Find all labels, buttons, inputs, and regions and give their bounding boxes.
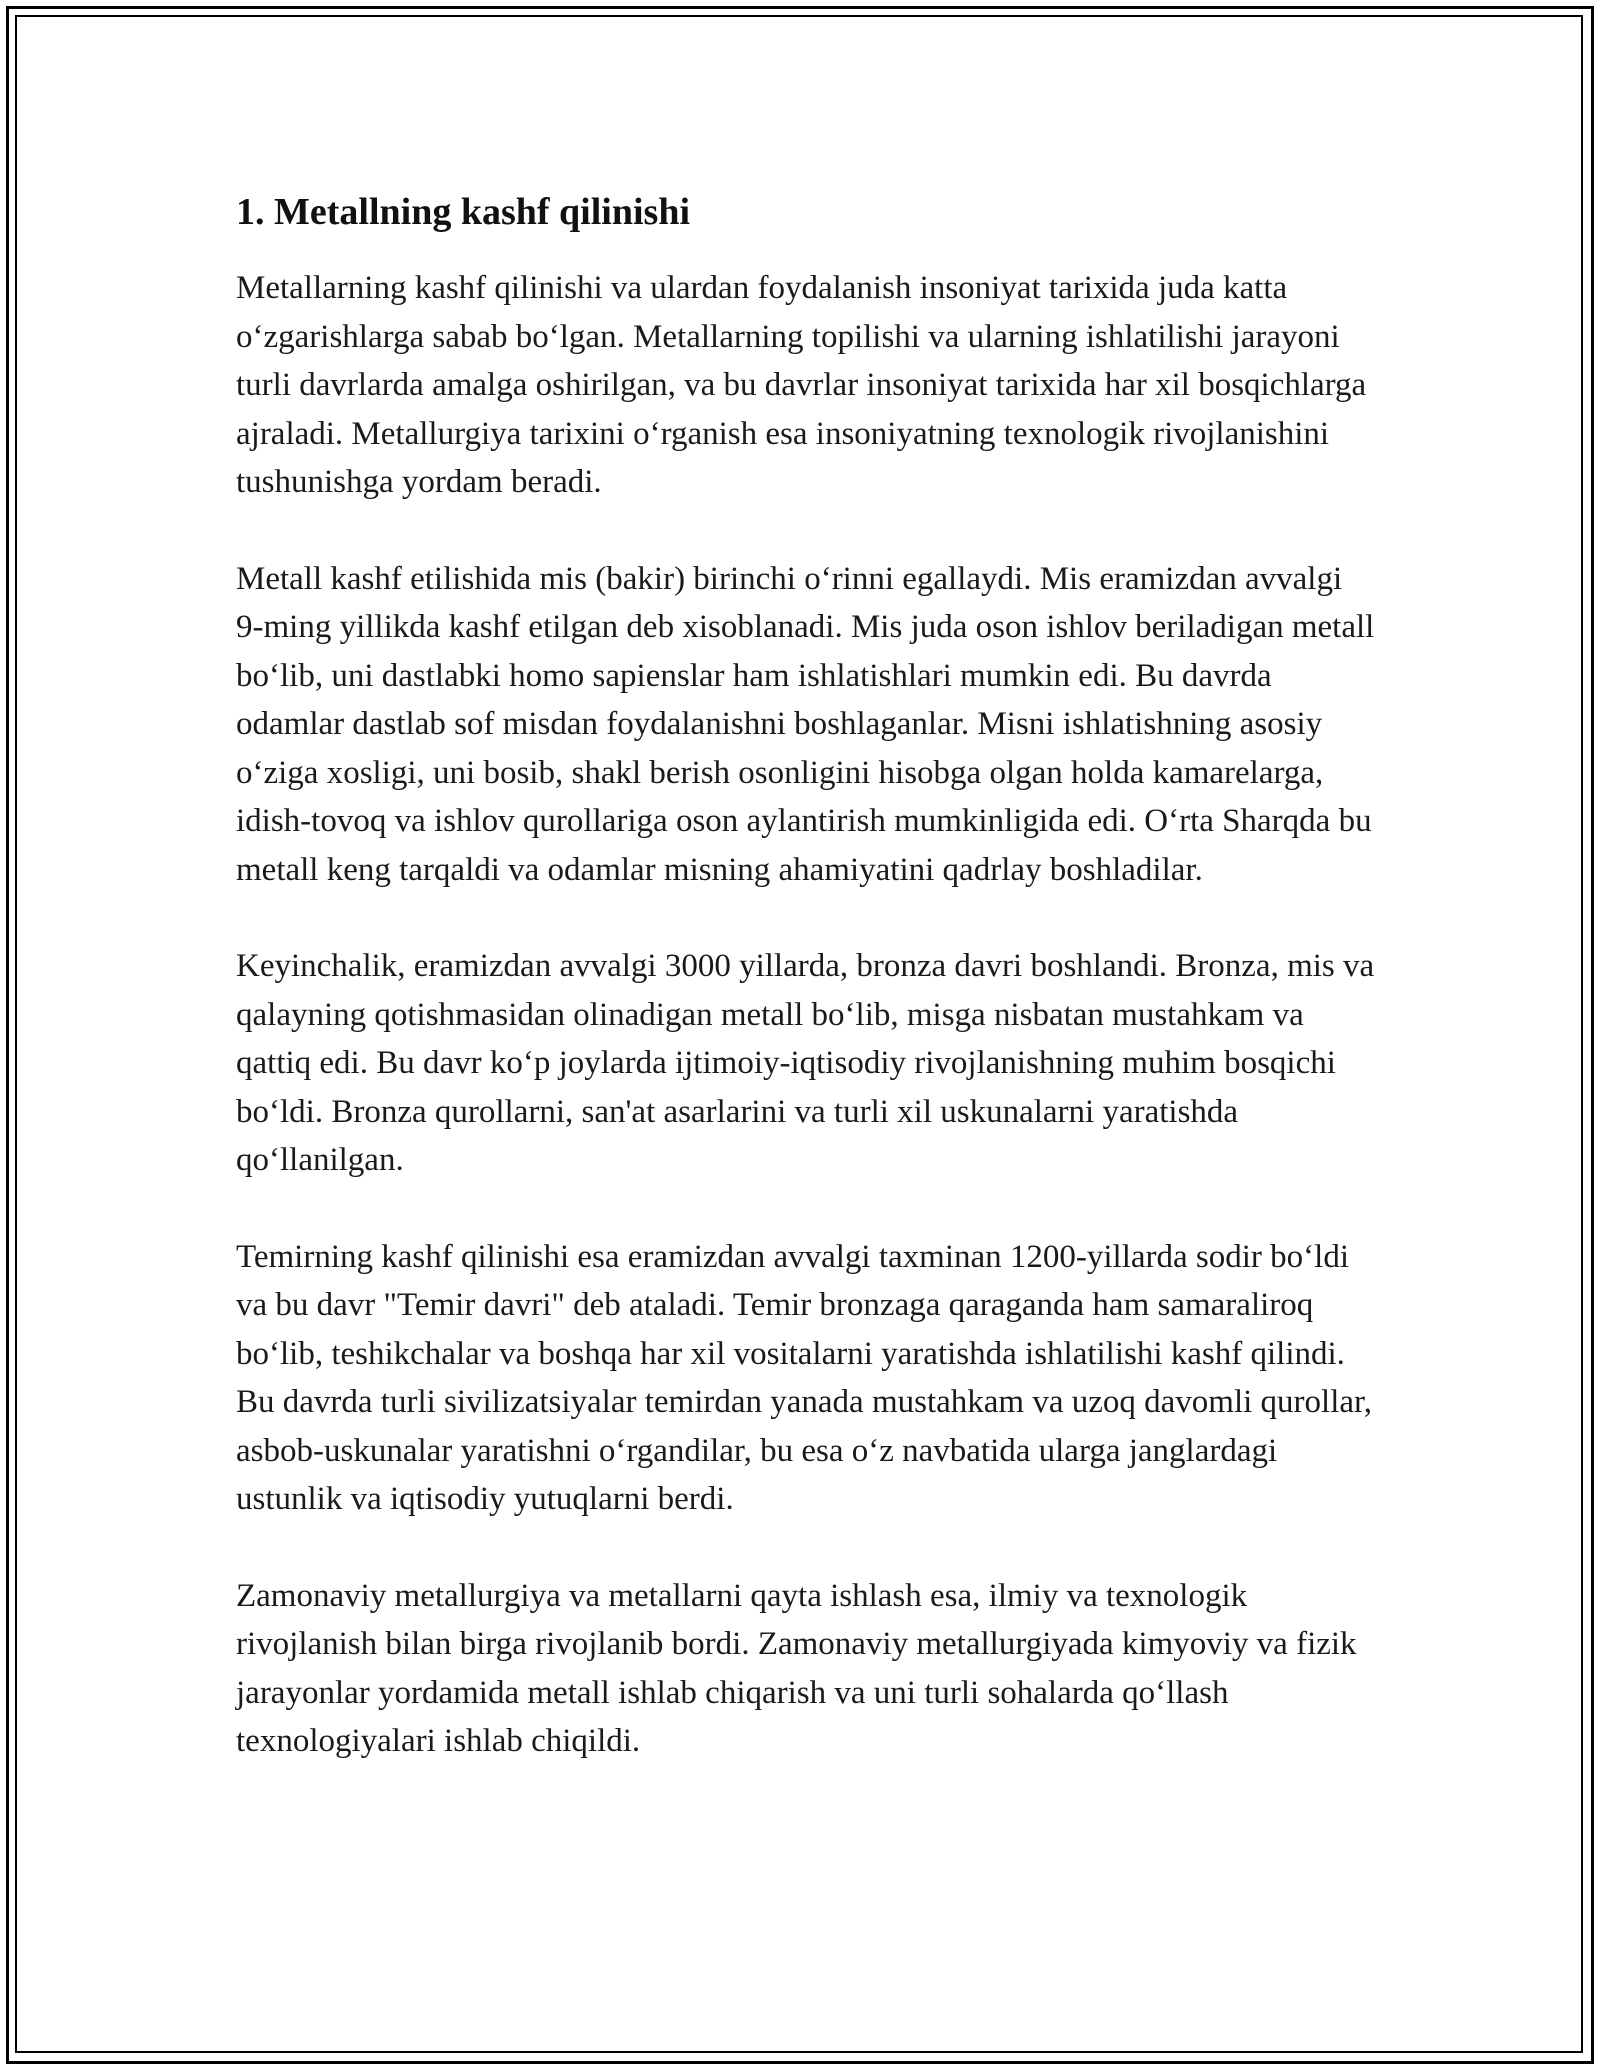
section-title: 1. Metallning kashf qilinishi: [236, 191, 691, 233]
paragraph-iron: Temirning kashf qilinishi esa eramizdan avvalgi taxminan 1200-yillarda sodir bo‘ldi va bu davr "Temir davri" deb ataladi. Temir bronzaga qaraganda ham samaraliroq bo‘lib, teshikchalar va boshqa har xil vositalarni yaratishda ishlatilishi kashf qilindi. Bu davrda turli sivilizatsiyalar temirdan yanada mustahkam va uzoq davomli qurollar, asbob-uskunalar yaratishni o‘rgandilar, bu esa o‘z navbatida ularga janglardagi ustunlik va iqtisodiy yutuqlarni berdi.: [236, 1238, 1372, 1517]
paragraph-modern: Zamonaviy metallurgiya va metallarni qayta ishlash esa, ilmiy va texnologik rivojlanish bilan birga rivojlanib bordi. Zamonaviy metallurgiyada kimyoviy va fizik jarayonlar yordamida metall ishlab chiqarish va uni turli sohalarda qo‘llash texnologiyalari ishlab chiqildi.: [236, 1577, 1357, 1759]
paragraph-intro: Metallarning kashf qilinishi va ulardan foydalanish insoniyat tarixida juda katta o‘zgarishlarga sabab bo‘lgan. Metallarning topilishi va ularning ishlatilishi jarayoni turli davrlarda amalga oshirilgan, va bu davrlar insoniyat tarixida har xil bosqichlarga ajraladi. Metallurgiya tarixini o‘rganish esa insoniyatning texnologik rivojlanishini tushunishga yordam beradi.: [236, 270, 1367, 500]
paragraph-bronze: Keyinchalik, eramizdan avvalgi 3000 yillarda, bronza davri boshlandi. Bronza, mis va qalayning qotishmasidan olinadigan metall bo‘lib, misga nisbatan mustahkam va qattiq edi. Bu davr ko‘p joylarda ijtimoiy-iqtisodiy rivojlanishning muhim bosqichi bo‘ldi. Bronza qurollarni, san'at asarlarini va turli xil uskunalarni yaratishda qo‘llanilgan.: [236, 948, 1375, 1178]
document-body: [236, 186, 1376, 1814]
paragraph-copper: Metall kashf etilishida mis (bakir) birinchi o‘rinni egallaydi. Mis eramizdan avvalgi 9-ming yillikda kashf etilgan deb xisoblanadi. Mis juda oson ishlov beriladigan metall bo‘lib, uni dastlabki homo sapienslar ham ishlatishlari mumkin edi. Bu davrda odamlar dastlab sof misdan foydalanishni boshlaganlar. Misni ishlatishning asosiy o‘ziga xosligi, uni bosib, shakl berish osonligini hisobga olgan holda kamarelarga, idish-tovoq va ishlov qurollariga oson aylantirish mumkinligida edi. O‘rta Sharqda bu metall keng tarqaldi va odamlar misning ahamiyatini qadrlay boshladilar.: [236, 560, 1375, 888]
